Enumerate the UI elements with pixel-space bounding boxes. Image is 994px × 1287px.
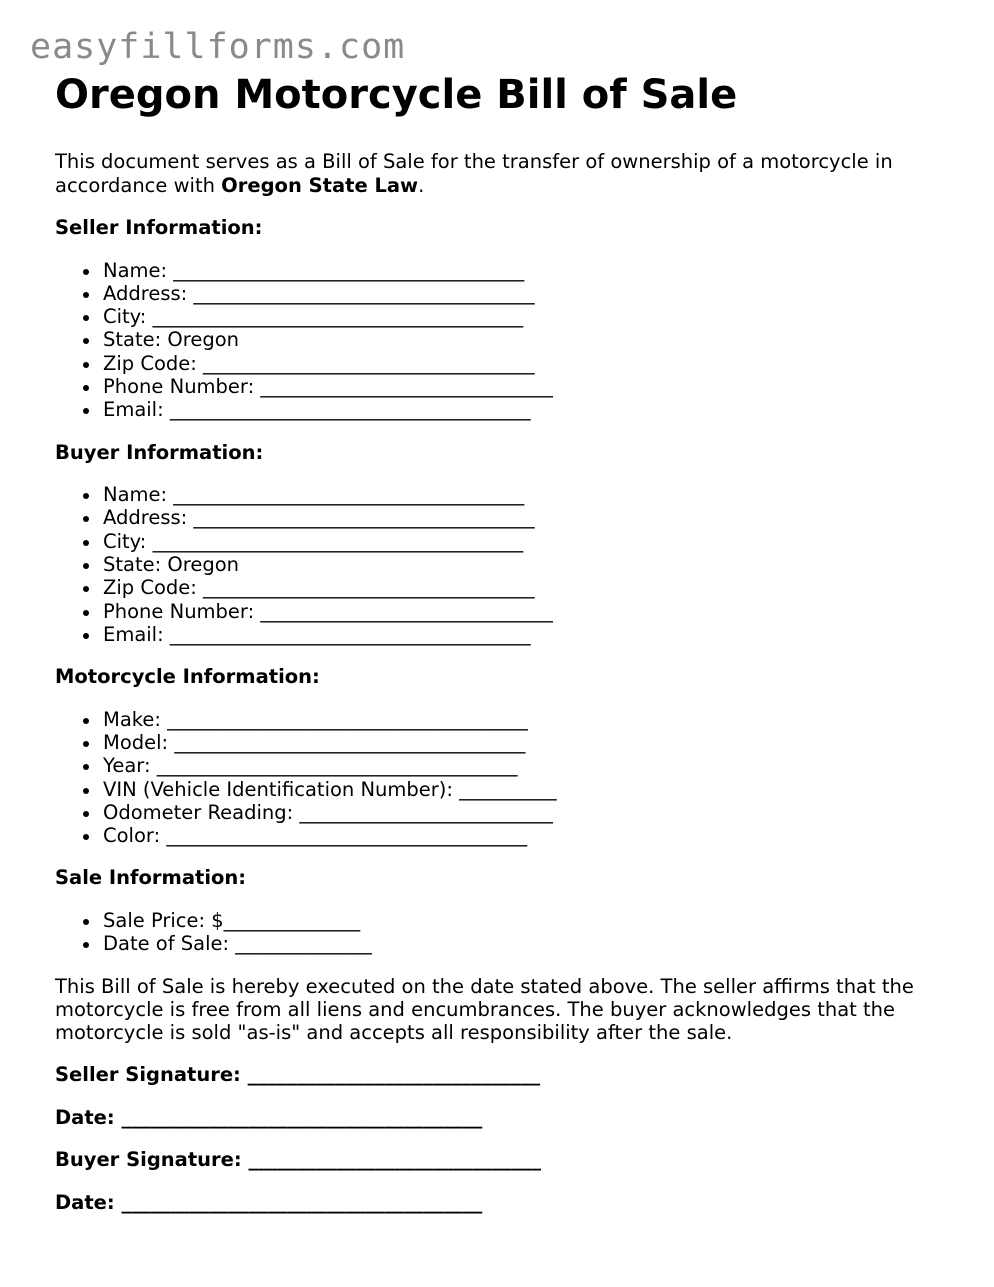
buyer-phone-field[interactable]: Phone Number: ______________________________ <box>103 600 935 623</box>
seller-address-field[interactable]: Address: ___________________________________ <box>103 282 935 305</box>
sale-heading: Sale Information: <box>55 866 247 890</box>
watermark: easyfillforms.com <box>30 27 406 67</box>
seller-phone-field[interactable]: Phone Number: ______________________________ <box>103 375 935 398</box>
buyer-heading: Buyer Information: <box>55 440 264 464</box>
closing-paragraph: This Bill of Sale is hereby executed on the date stated above. The seller affirms that the motorcycle is free from all liens and encumbrances. The buyer acknowledges that the motorcycle is sold "as-is" and accepts all responsibility after the sale. <box>55 974 914 1045</box>
intro-bold: Oregon State Law <box>221 173 419 197</box>
seller-state-field: State: Oregon <box>103 328 935 351</box>
intro-text: This document serves as a Bill of Sale for the transfer of ownership of a motorcycle in accordance with <box>55 150 893 197</box>
intro-end: . <box>418 173 425 197</box>
seller-name-field[interactable]: Name: ____________________________________ <box>103 259 935 282</box>
seller-date-field[interactable]: Date: _____________________________________ <box>55 1105 483 1129</box>
color-field[interactable]: Color: _____________________________________ <box>103 824 935 847</box>
motorcycle-list <box>55 708 935 848</box>
seller-zip-field[interactable]: Zip Code: __________________________________ <box>103 352 935 375</box>
model-field[interactable]: Model: ____________________________________ <box>103 731 935 754</box>
buyer-list <box>55 483 935 646</box>
buyer-city-field[interactable]: City: ______________________________________ <box>103 530 935 553</box>
year-field[interactable]: Year: _____________________________________ <box>103 754 935 777</box>
seller-email-field[interactable]: Email: _____________________________________ <box>103 398 935 421</box>
document <box>55 72 935 1214</box>
sale-list <box>55 909 935 956</box>
buyer-email-field[interactable]: Email: _____________________________________ <box>103 623 935 646</box>
buyer-name-field[interactable]: Name: ____________________________________ <box>103 483 935 506</box>
buyer-address-field[interactable]: Address: ___________________________________ <box>103 506 935 529</box>
motorcycle-heading: Motorcycle Information: <box>55 665 320 689</box>
make-field[interactable]: Make: _____________________________________ <box>103 708 935 731</box>
buyer-date-field[interactable]: Date: _____________________________________ <box>55 1190 483 1214</box>
seller-city-field[interactable]: City: ______________________________________ <box>103 305 935 328</box>
odometer-field[interactable]: Odometer Reading: __________________________ <box>103 801 935 824</box>
seller-signature-field[interactable]: Seller Signature: ______________________________ <box>55 1063 541 1087</box>
buyer-state-field: State: Oregon <box>103 553 935 576</box>
page-title: Oregon Motorcycle Bill of Sale <box>55 72 738 118</box>
date-of-sale-field[interactable]: Date of Sale: ______________ <box>103 932 935 955</box>
seller-list <box>55 259 935 422</box>
intro-paragraph <box>55 150 935 197</box>
seller-heading: Seller Information: <box>55 216 263 239</box>
buyer-zip-field[interactable]: Zip Code: __________________________________ <box>103 576 935 599</box>
buyer-signature-field[interactable]: Buyer Signature: ______________________________ <box>55 1148 541 1172</box>
sale-price-field[interactable]: Sale Price: $______________ <box>103 909 935 932</box>
vin-field[interactable]: VIN (Vehicle Identification Number): __________ <box>103 778 935 801</box>
